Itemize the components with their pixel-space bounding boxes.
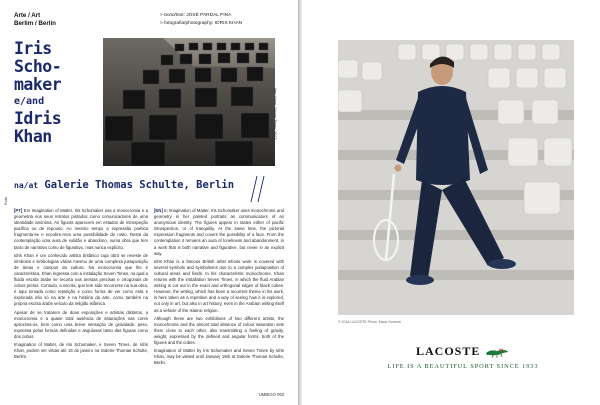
section-label <box>14 12 56 28</box>
article-credits <box>160 12 242 28</box>
ad-photo-credit: © 2016 LACOSTE Photo: Mario Sorrenti <box>338 320 401 324</box>
double-slash-icon <box>248 174 268 204</box>
model-stadium-image <box>338 40 574 315</box>
brand-logo <box>416 344 509 359</box>
pt-paragraph-4: Imagination of Matter, de Iris Schomaker, e Seven Times, de Idris Khan, podem ser vistas até 15 de janeiro na Galerie Thomas Schulte, Berlim. <box>14 341 148 360</box>
black-cubes-image <box>103 38 275 166</box>
page-folio: UMBIGO #63 <box>258 392 284 397</box>
pt-paragraph-1 <box>14 208 148 251</box>
en-paragraph-2: Idris Khan is a famous British artist whose work is covered with several symbols and symbolisms due to a complex juxtaposition of cultural areas and fields. In his characteristic monochrome, Khan returns with the installation Seven Times, in which the fluid Arabian writing is cut out in the exact and orthogonal edges of black cubes. However, the writing, which has been a recurrent theme in his work, is here taken as a repetition and a way of seeing how it is explored, not only in art, but also in art history, even in the Arabian writing itself as a vehicle of the Islamic religion. <box>154 258 284 313</box>
exhibition-venue <box>14 179 234 191</box>
ad-photo <box>338 40 574 315</box>
pt-paragraph-2: Idris Khan é um conhecido artista britânico cuja obra se reveste de símbolos e simbologias várias mesmo de uma complexa justaposição de áreas e campos da cultura. Na monocromia que lhe é característica, Khan regressa com a instalação Seven Times, na qual a fluida escrita árabe se recorta nas arestas precisas e ortogonais de cubos pretos. Contudo, a escrita, que tem sido recorrente na sua obra, é aqui tomada como repetição e como forma de ver como esta é explorada não só na arte e na história da arte, como também na própria escrita árabe veículo da religião islâmica. <box>14 252 148 307</box>
venue-name: Galerie Thomas Schulte, Berlin <box>44 179 235 191</box>
text-credit: > texto/text: JOSÉ PARDAL PINA <box>160 13 232 18</box>
title-name1-line1: Iris <box>14 39 52 58</box>
section-line-2: Berlim / Berlin <box>14 20 56 27</box>
brand-name: LACOSTE <box>416 344 481 358</box>
title-name2-line2: Khan <box>14 127 52 146</box>
pt-paragraph-3: Apesar de se tratarem de duas exposições e artistas distintos, a monocromia e a quase total ausência de saturações nas cores aproxima-os, bem como uma breve sensação de gravidade, peso, expressa pelas formas definidas e angulosas tanto das figuras como dos cubos. <box>14 309 148 339</box>
side-section-label: Rota <box>4 196 8 205</box>
photo-caption-vertical: Idris Khan, Seven Times, 2016 <box>273 88 277 140</box>
pt-text-1: Em Imagination of Matter, Iris Schomaker usa a monocromia e a geometria nos seus retratos pintados como comunicadores de uma identidade anónima. As figuras aparecem em estados de introspeção pacífica ou de repouso. Ao mesmo tempo a expressão poética fragmenta-se e encobre-rnes uma possibilidade de rosto. Resta da contemplação uma aura de solidão e abandono, numa obra que tem tanto de narrativo como de figurativo, mas nunca explícito. <box>14 208 148 250</box>
title-conjunction: e/and <box>14 96 45 107</box>
column-portuguese <box>14 208 148 393</box>
venue-prefix: na/at <box>14 181 39 190</box>
brand-tagline: LIFE IS A BEAUTIFUL SPORT SINCE 1933 <box>387 363 539 370</box>
advertisement-page <box>302 0 600 405</box>
title-name2-line1: Idris <box>14 109 62 128</box>
en-paragraph-4: Imagination of Matter by Iris Schomaker and Seven Times by Idris Khan, may be visited until January 15th at Galerie Thomas Schulte, Berlin. <box>154 348 284 366</box>
en-text-1: In Imagination of Matter, Iris Schomaker uses monochrome and geometry in her painted portraits as communicators of an anonymous identity. The figures appear in states either of pacific introspection, or of tranquility. At the same time, the pictorial expression fragments and covers the possibility of a face. From the contemplation it remains an aura of loneliness and abandonment, in a work that is both narrative and figurative, but never in an explicit way. <box>154 208 284 256</box>
title-name1-line2: Scho- <box>14 57 62 76</box>
photo-credit-line: > fotografia/photography: IDRIS KHAN <box>160 21 243 26</box>
en-paragraph-3: Although these are two exhibitions of two different artists, the monochrome and the almost total absence of colour saturation sets them close to each other, also transmitting a feeling of gravity, weight, expressed by the defined and angular forms, both of the figures and the cubes. <box>154 315 284 345</box>
installation-photo <box>103 38 275 166</box>
en-paragraph-1 <box>154 208 284 257</box>
article-title <box>14 40 104 146</box>
column-english <box>154 208 284 393</box>
pt-lang-tag: [PT] <box>14 208 23 213</box>
article-page <box>0 0 298 405</box>
crocodile-icon <box>485 346 509 358</box>
en-lang-tag: [EN] <box>154 208 163 213</box>
section-line-1: Arte / Art <box>14 12 41 19</box>
title-name1-line3: maker <box>14 75 62 94</box>
